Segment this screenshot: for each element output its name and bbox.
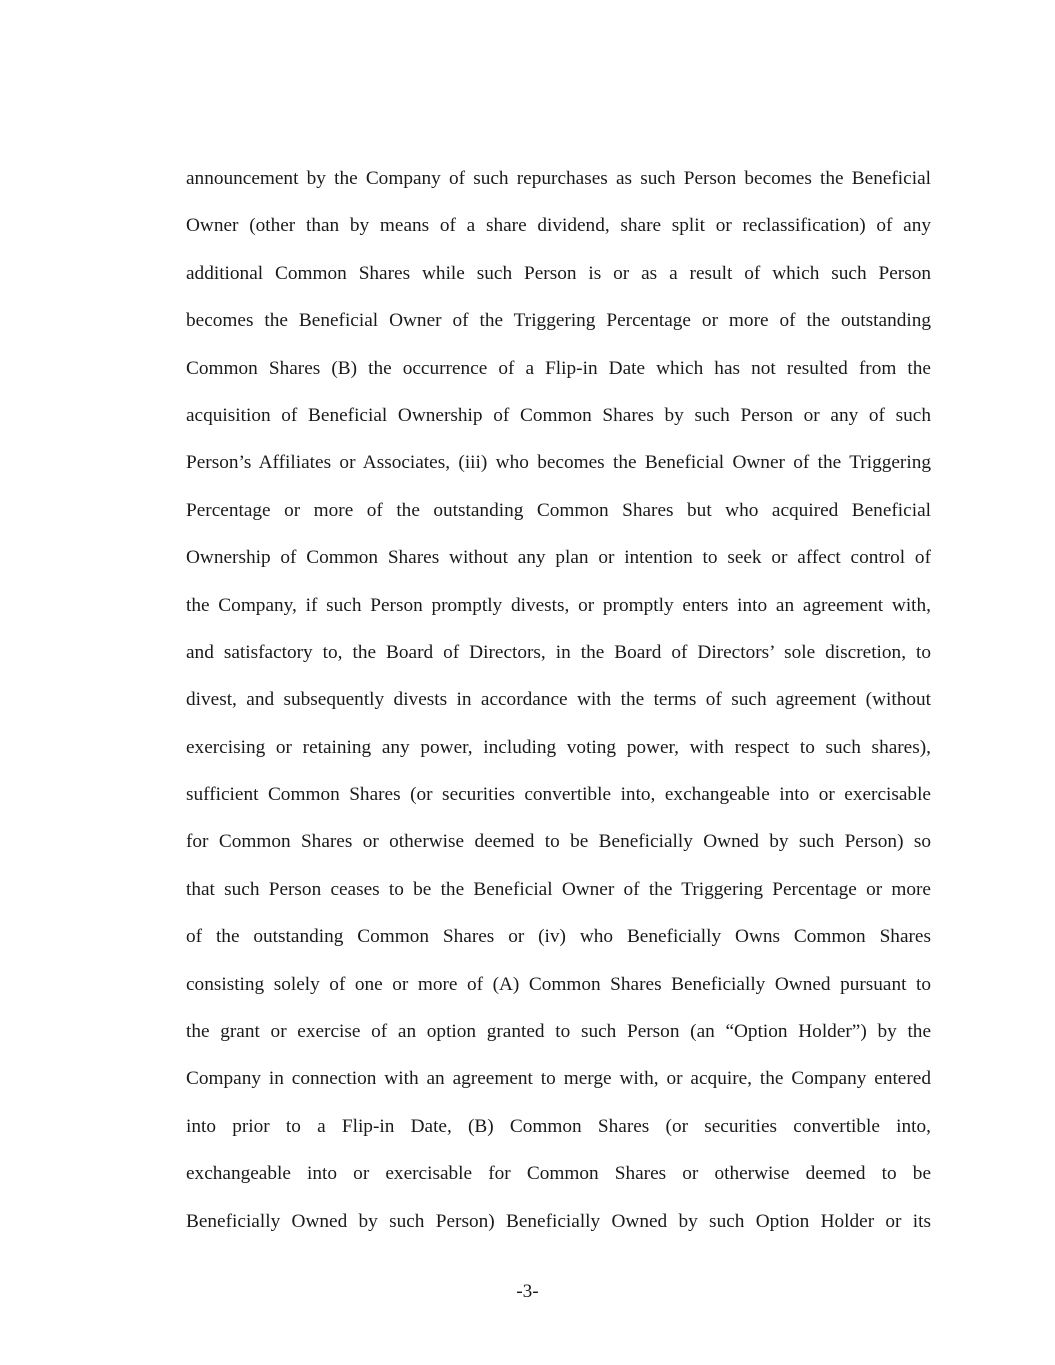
text-line: Ownership of Common Shares without any plan or intention to seek or affect control of — [186, 547, 931, 569]
text-line: consisting solely of one or more of (A) Common Shares Beneficially Owned pursuant to — [186, 973, 931, 995]
text-line: additional Common Shares while such Person is or as a result of which such Person — [186, 262, 931, 284]
page-number: -3- — [516, 1281, 539, 1302]
text-line: announcement by the Company of such repurchases as such Person becomes the Beneficial — [186, 168, 931, 189]
text-line: that such Person ceases to be the Beneficial Owner of the Triggering Percentage or more — [186, 878, 931, 900]
text-line: the grant or exercise of an option granted to such Person (an “Option Holder”) by the — [186, 1021, 931, 1043]
text-line: the Company, if such Person promptly divests, or promptly enters into an agreement with, — [186, 594, 931, 616]
text-line: acquisition of Beneficial Ownership of Common Shares by such Person or any of such — [186, 404, 931, 426]
text-line: Beneficially Owned by such Person) Beneficially Owned by such Option Holder or its — [186, 1210, 931, 1232]
text-line: Company in connection with an agreement to merge with, or acquire, the Company entered — [186, 1068, 931, 1090]
text-line: for Common Shares or otherwise deemed to be Beneficially Owned by such Person) so — [186, 831, 931, 853]
text-line: and satisfactory to, the Board of Directors, in the Board of Directors’ sole discretion, to — [186, 641, 931, 663]
text-line: divest, and subsequently divests in accordance with the terms of such agreement (without — [186, 689, 931, 711]
body-paragraph — [186, 160, 931, 1250]
text-line: Percentage or more of the outstanding Common Shares but who acquired Beneficial — [186, 499, 931, 521]
text-line: Common Shares (B) the occurrence of a Flip-in Date which has not resulted from the — [186, 357, 931, 379]
text-line: exercising or retaining any power, including voting power, with respect to such shares), — [186, 736, 931, 758]
text-line: exchangeable into or exercisable for Common Shares or otherwise deemed to be — [186, 1163, 931, 1185]
text-line: sufficient Common Shares (or securities convertible into, exchangeable into or exercisable — [186, 784, 931, 806]
text-line: of the outstanding Common Shares or (iv) who Beneficially Owns Common Shares — [186, 926, 931, 948]
text-line: becomes the Beneficial Owner of the Triggering Percentage or more of the outstanding — [186, 310, 931, 332]
text-line: into prior to a Flip-in Date, (B) Common Shares (or securities convertible into, — [186, 1115, 931, 1137]
text-line: Person’s Affiliates or Associates, (iii) who becomes the Beneficial Owner of the Triggering — [186, 452, 931, 474]
text-line: Owner (other than by means of a share dividend, share split or reclassification) of any — [186, 215, 931, 237]
